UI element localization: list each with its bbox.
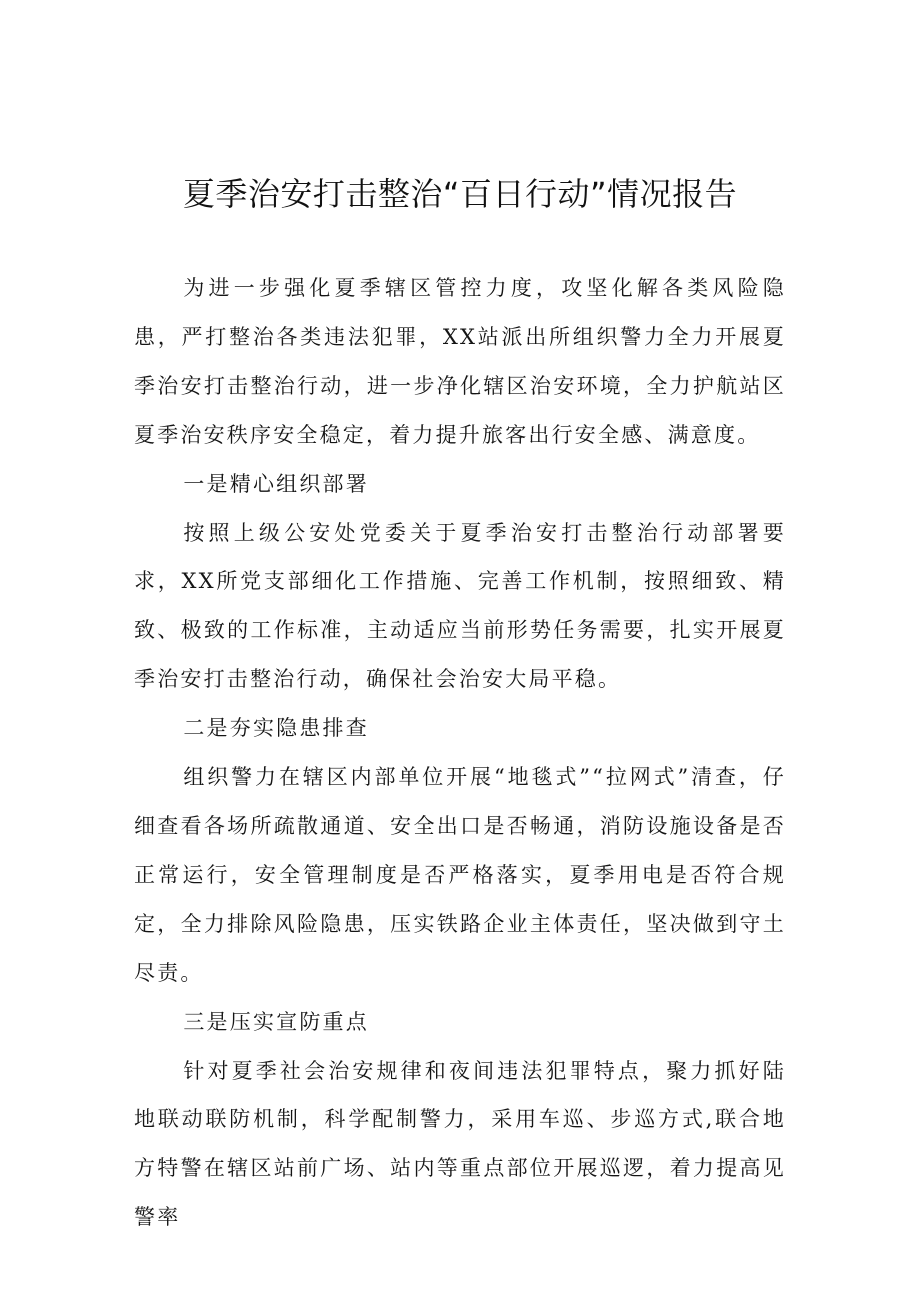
section-heading-1: 一是精心组织部署 [183, 471, 369, 496]
document-body [134, 264, 786, 1242]
document-title: 夏季治安打击整治“百日行动”情况报告 [182, 175, 738, 213]
section-paragraph-2: 组织警力在辖区内部单位开展“地毯式”“拉网式”清查，仔细查看各场所疏散通道、安全出口是否畅通，消防设施设备是否正常运行，安全管理制度是否严格落实，夏季用电是否符合规定，全力排除风险隐患，压实铁路企业主体责任，坚决做到守土尽责。 [134, 765, 786, 985]
section-paragraph-3: 针对夏季社会治安规律和夜间违法犯罪特点，聚力抓好陆地联动联防机制，科学配制警力，采用车巡、步巡方式,联合地方特警在辖区站前广场、站内等重点部位开展巡逻，着力提高见警率 [134, 1058, 786, 1230]
section-heading-3: 三是压实宣防重点 [183, 1009, 369, 1034]
intro-paragraph: 为进一步强化夏季辖区管控力度，攻坚化解各类风险隐患，严打整治各类违法犯罪，XX站派出所组织警力全力开展夏季治安打击整治行动，进一步净化辖区治安环境，全力护航站区夏季治安秩序安全稳定，着力提升旅客出行安全感、满意度。 [134, 276, 786, 447]
section-paragraph-1: 按照上级公安处党委关于夏季治安打击整治行动部署要求，XX所党支部细化工作措施、完善工作机制，按照细致、精致、极致的工作标准，主动适应当前形势任务需要，扎实开展夏季治安打击整治行动，确保社会治安大局平稳。 [134, 520, 786, 692]
section-heading-2: 二是夯实隐患排查 [183, 716, 369, 741]
